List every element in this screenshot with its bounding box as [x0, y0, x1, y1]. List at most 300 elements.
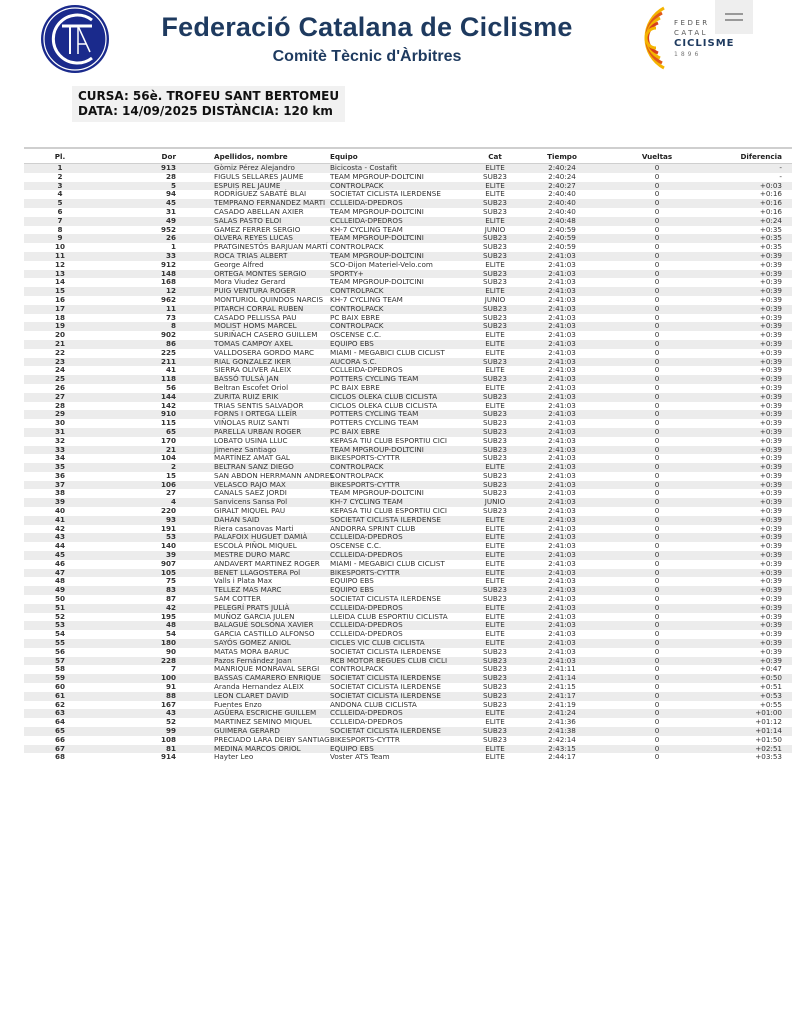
cell-difference: +0:39	[759, 629, 782, 639]
cell-difference: +0:39	[759, 585, 782, 595]
cell-difference: +0:39	[759, 567, 782, 577]
cell-laps: 0	[654, 453, 660, 463]
cell-laps: 0	[654, 682, 660, 692]
cell-laps: 0	[654, 602, 660, 612]
cell-name: FIGULS SELLARES JAUME	[214, 171, 304, 181]
cell-difference: +0:39	[759, 374, 782, 384]
cell-team: ANDONA CLUB CICLISTA	[330, 699, 417, 709]
cell-team: CICLOS OLEKA CLUB CICLISTA	[330, 391, 438, 401]
cell-team: SOCIETAT CICLISTA ILERDENSE	[330, 189, 441, 199]
table-row	[24, 736, 792, 745]
cell-bib: 144	[160, 391, 176, 401]
cell-time: 2:41:24	[548, 708, 576, 718]
cell-name: Mora Viudez Gerard	[214, 277, 286, 287]
table-row	[24, 472, 792, 481]
cell-position: 36	[54, 470, 65, 480]
cell-category: ELITE	[485, 532, 505, 542]
cell-bib: 108	[160, 734, 176, 744]
cell-category: ELITE	[485, 708, 505, 718]
cell-team: CONTROLPACK	[330, 242, 384, 252]
cell-name: ESPUIS REL JAUME	[214, 180, 281, 190]
cell-laps: 0	[654, 708, 660, 718]
table-row	[24, 621, 792, 630]
cell-team: TEAM MPGROUP-DOLTCINI	[330, 250, 424, 260]
cell-time: 2:41:03	[548, 259, 576, 269]
cell-category: SUB23	[483, 303, 507, 313]
table-row	[24, 287, 792, 296]
cell-category: SUB23	[483, 444, 507, 454]
cell-team: PC BAIX EBRE	[330, 312, 380, 322]
cell-difference: +0:39	[759, 558, 782, 568]
cell-position: 54	[54, 629, 65, 639]
cell-time: 2:41:03	[548, 453, 576, 463]
cell-bib: 87	[165, 594, 176, 604]
cell-position: 55	[54, 638, 65, 648]
cell-category: SUB23	[483, 356, 507, 366]
cell-difference: +02:51	[755, 743, 782, 753]
cell-laps: 0	[654, 558, 660, 568]
cell-time: 2:40:40	[548, 206, 576, 216]
table-row	[24, 375, 792, 384]
cell-time: 2:41:03	[548, 382, 576, 392]
cell-time: 2:40:24	[548, 163, 576, 172]
cell-time: 2:41:03	[548, 488, 576, 498]
cell-time: 2:41:03	[548, 294, 576, 304]
cell-category: ELITE	[485, 462, 505, 472]
cell-laps: 0	[654, 664, 660, 674]
cell-difference: +0:39	[759, 312, 782, 322]
cell-team: CONTROLPACK	[330, 303, 384, 313]
cell-time: 2:41:36	[548, 717, 576, 727]
cell-category: ELITE	[485, 215, 505, 225]
race-info	[72, 86, 345, 122]
cell-category: SUB23	[483, 664, 507, 674]
cell-laps: 0	[654, 576, 660, 586]
cell-difference: +0:35	[759, 233, 782, 243]
cell-time: 2:41:03	[548, 268, 576, 278]
cell-time: 2:41:03	[548, 514, 576, 524]
table-row	[24, 446, 792, 455]
cell-difference: +0:39	[759, 655, 782, 665]
table-row	[24, 569, 792, 578]
cell-position: 60	[54, 682, 65, 692]
cell-difference: +0:39	[759, 453, 782, 463]
cell-position: 49	[54, 585, 65, 595]
cell-time: 2:41:03	[548, 409, 576, 419]
cell-time: 2:41:03	[548, 286, 576, 296]
cell-category: SUB23	[483, 268, 507, 278]
cell-difference: +0:39	[759, 497, 782, 507]
cell-position: 42	[54, 523, 65, 533]
results-body	[24, 164, 792, 763]
cell-category: SUB23	[483, 655, 507, 665]
cell-team: EQUIPO EBS	[330, 576, 374, 586]
cell-position: 30	[54, 418, 65, 428]
cell-laps: 0	[654, 259, 660, 269]
cell-team: PC BAIX EBRE	[330, 426, 380, 436]
cell-category: ELITE	[485, 558, 505, 568]
cell-category: ELITE	[485, 523, 505, 533]
cell-laps: 0	[654, 330, 660, 340]
cell-name: LOBATO USINA LLUC	[214, 435, 288, 445]
table-row	[24, 217, 792, 226]
cell-laps: 0	[654, 171, 660, 181]
col-header-name: Apellidos, nombre	[214, 148, 330, 164]
cell-position: 25	[54, 374, 65, 384]
cell-position: 15	[54, 286, 65, 296]
cell-team: CCLLEIDA-DPEDROS	[330, 532, 403, 542]
cell-time: 2:41:03	[548, 444, 576, 454]
cell-name: GAMEZ FERRER SERGIO	[214, 224, 301, 234]
cell-team: SCO-Dijon Materiel-Velo.com	[330, 259, 433, 269]
cell-time: 2:41:03	[548, 506, 576, 516]
cell-laps: 0	[654, 638, 660, 648]
cell-position: 18	[54, 312, 65, 322]
cell-difference: +0:39	[759, 250, 782, 260]
cell-position: 62	[54, 699, 65, 709]
cell-bib: 907	[160, 558, 176, 568]
cell-laps: 0	[654, 655, 660, 665]
cell-difference: +0:39	[759, 409, 782, 419]
cell-name: Jimenez Santiago	[214, 444, 277, 454]
cell-position: 6	[57, 206, 63, 216]
cell-name: ZURITA RUIZ ERIK	[214, 391, 279, 401]
col-header-time: Tiempo	[522, 148, 602, 164]
cell-bib: 910	[160, 409, 176, 419]
cell-bib: 33	[165, 250, 176, 260]
cell-team: TEAM MPGROUP-DOLTCINI	[330, 171, 424, 181]
cell-time: 2:41:03	[548, 567, 576, 577]
cell-laps: 0	[654, 426, 660, 436]
cell-difference: +01:50	[755, 734, 782, 744]
cell-position: 35	[54, 462, 65, 472]
cell-difference: +0:39	[759, 523, 782, 533]
cell-difference: +0:39	[759, 550, 782, 560]
cell-laps: 0	[654, 391, 660, 401]
cell-difference: +0:39	[759, 347, 782, 357]
cell-difference: +0:39	[759, 638, 782, 648]
table-row	[24, 753, 792, 762]
cell-laps: 0	[654, 198, 660, 208]
cell-difference: +03:53	[755, 752, 782, 762]
cell-laps: 0	[654, 356, 660, 366]
cell-time: 2:41:03	[548, 479, 576, 489]
table-row	[24, 349, 792, 358]
cell-category: SUB23	[483, 726, 507, 735]
cell-team: CCLLEIDA-DPEDROS	[330, 717, 403, 727]
cell-difference: +0:39	[759, 365, 782, 375]
col-header-difference: Diferencia	[712, 148, 792, 164]
cell-team: BIKESPORTS-CYTTR	[330, 567, 400, 577]
cell-team: BIKESPORTS-CYTTR	[330, 734, 400, 744]
cell-position: 39	[54, 497, 65, 507]
cell-name: SIERRA OLIVER ALEIX	[214, 365, 292, 375]
cell-laps: 0	[654, 444, 660, 454]
cell-name: PRECIADO LARA DEIBY SANTIAG	[214, 734, 330, 744]
cell-team: KH-7 CYCLING TEAM	[330, 224, 403, 234]
cell-position: 34	[54, 453, 65, 463]
table-row	[24, 595, 792, 604]
cell-name: MESTRE DURO MARC	[214, 550, 291, 560]
cell-time: 2:41:03	[548, 312, 576, 322]
cell-bib: 42	[165, 602, 176, 612]
cell-position: 64	[54, 717, 65, 727]
cell-time: 2:41:03	[548, 321, 576, 331]
cell-time: 2:41:03	[548, 629, 576, 639]
cell-name: VALLDOSERA GORDO MARC	[214, 347, 315, 357]
cell-name: MATAS MORA BARUC	[214, 646, 290, 656]
cell-laps: 0	[654, 690, 660, 700]
cell-bib: 48	[165, 620, 176, 630]
cell-bib: 104	[160, 453, 176, 463]
cell-laps: 0	[654, 215, 660, 225]
cell-time: 2:41:03	[548, 391, 576, 401]
cell-team: CCLLEIDA-DPEDROS	[330, 708, 403, 718]
table-row	[24, 577, 792, 586]
cell-team: BIKESPORTS-CYTTR	[330, 479, 400, 489]
cell-name: TOMAS CAMPOY AXEL	[214, 338, 293, 348]
cell-time: 2:41:03	[548, 418, 576, 428]
cell-category: ELITE	[485, 163, 505, 172]
cell-position: 58	[54, 664, 65, 674]
cell-laps: 0	[654, 470, 660, 480]
cell-difference: +0:16	[759, 206, 782, 216]
col-header-team: Equipo	[330, 148, 468, 164]
cell-name: SAN ABDON HERRMANN ANDRES	[214, 470, 334, 480]
cell-position: 63	[54, 708, 65, 718]
table-row	[24, 331, 792, 340]
cell-category: ELITE	[485, 400, 505, 410]
cell-team: SOCIETAT CICLISTA ILERDENSE	[330, 690, 441, 700]
cell-bib: 142	[160, 400, 176, 410]
cell-position: 20	[54, 330, 65, 340]
cell-category: SUB23	[483, 409, 507, 419]
cell-name: BASSAS CAMARERO ENRIQUE	[214, 673, 321, 683]
cell-category: ELITE	[485, 189, 505, 199]
cell-bib: 225	[160, 347, 176, 357]
cell-difference: +0:39	[759, 259, 782, 269]
cell-team: POTTERS CYCLING TEAM	[330, 374, 419, 384]
cell-time: 2:41:03	[548, 435, 576, 445]
cell-position: 46	[54, 558, 65, 568]
cell-difference: +0:39	[759, 514, 782, 524]
cell-team: KH-7 CYCLING TEAM	[330, 497, 403, 507]
cell-name: MONTURIOL QUINDOS NARCIS	[214, 294, 324, 304]
table-row	[24, 314, 792, 323]
cell-name: PELEGRÍ PRATS JULIÀ	[214, 602, 290, 612]
cell-position: 1	[57, 163, 63, 172]
cell-team: PC BAIX EBRE	[330, 382, 380, 392]
table-row	[24, 463, 792, 472]
cell-position: 50	[54, 594, 65, 604]
cell-difference: +0:24	[759, 215, 782, 225]
cell-difference: +0:39	[759, 426, 782, 436]
cell-bib: 952	[160, 224, 176, 234]
cell-laps: 0	[654, 435, 660, 445]
cell-name: VELASCO RAJO MAX	[214, 479, 286, 489]
cell-team: MIAMI - MEGABICI CLUB CICLIST	[330, 347, 445, 357]
cell-difference: +0:39	[759, 611, 782, 621]
cell-name: TEMPRANO FERNANDEZ MARTI	[214, 198, 326, 208]
cell-category: ELITE	[485, 286, 505, 296]
cell-bib: 8	[170, 321, 176, 331]
cell-laps: 0	[654, 382, 660, 392]
cell-time: 2:40:27	[548, 180, 576, 190]
table-row	[24, 613, 792, 622]
cell-bib: 167	[160, 699, 176, 709]
cell-difference: -	[779, 171, 782, 181]
cell-time: 2:40:40	[548, 189, 576, 199]
cell-difference: +0:39	[759, 400, 782, 410]
cell-bib: 914	[160, 752, 176, 762]
cell-difference: +0:39	[759, 479, 782, 489]
cell-team: CCLLEIDA-DPEDROS	[330, 198, 403, 208]
cell-laps: 0	[654, 673, 660, 683]
cell-category: ELITE	[485, 259, 505, 269]
cell-laps: 0	[654, 409, 660, 419]
cell-laps: 0	[654, 338, 660, 348]
cell-position: 28	[54, 400, 65, 410]
cell-bib: 1	[170, 242, 176, 252]
cell-time: 2:43:15	[548, 743, 576, 753]
page-title: Federació Catalana de Ciclisme	[161, 12, 573, 42]
cell-difference: +0:39	[759, 541, 782, 551]
cell-time: 2:41:03	[548, 611, 576, 621]
cell-difference: +0:39	[759, 646, 782, 656]
fcc-logo-line-4: 1896	[674, 51, 702, 58]
cell-laps: 0	[654, 514, 660, 524]
cell-difference: +0:39	[759, 488, 782, 498]
cell-time: 2:41:03	[548, 426, 576, 436]
cell-category: ELITE	[485, 347, 505, 357]
cell-time: 2:40:59	[548, 224, 576, 234]
cell-laps: 0	[654, 717, 660, 727]
cell-name: BELTRAN SANZ DIEGO	[214, 462, 294, 472]
cell-laps: 0	[654, 321, 660, 331]
cell-team: LLEIDA CLUB ESPORTIU CICLISTA	[330, 611, 448, 621]
cell-time: 2:41:03	[548, 250, 576, 260]
cell-bib: 168	[160, 277, 176, 287]
cell-time: 2:41:03	[548, 550, 576, 560]
table-row	[24, 173, 792, 182]
cell-laps: 0	[654, 567, 660, 577]
cell-position: 68	[54, 752, 65, 762]
cell-position: 48	[54, 576, 65, 586]
cell-laps: 0	[654, 365, 660, 375]
cell-bib: 56	[165, 382, 176, 392]
cell-laps: 0	[654, 206, 660, 216]
cell-position: 45	[54, 550, 65, 560]
cell-team: OSCENSE C.C.	[330, 330, 382, 340]
cell-bib: 211	[160, 356, 176, 366]
cell-bib: 26	[165, 233, 176, 243]
cell-difference: +0:39	[759, 418, 782, 428]
cell-difference: +0:39	[759, 268, 782, 278]
cell-name: BENET LLAGOSTERA Pol	[214, 567, 301, 577]
cell-laps: 0	[654, 294, 660, 304]
cell-bib: 140	[160, 541, 176, 551]
cell-team: AUCORA S.C.	[330, 356, 377, 366]
cell-time: 2:41:03	[548, 462, 576, 472]
cell-category: SUB23	[483, 418, 507, 428]
cell-difference: +01:12	[755, 717, 782, 727]
cell-bib: 902	[160, 330, 176, 340]
cell-bib: 115	[160, 418, 176, 428]
cell-team: TEAM MPGROUP-DOLTCINI	[330, 488, 424, 498]
cell-bib: 49	[165, 215, 176, 225]
cell-name: GARCIA CASTILLO ALFONSO	[214, 629, 315, 639]
cell-bib: 5	[170, 180, 176, 190]
cell-time: 2:41:03	[548, 646, 576, 656]
cell-difference: +0:39	[759, 532, 782, 542]
cell-difference: +0:35	[759, 242, 782, 252]
cell-difference: +0:39	[759, 303, 782, 313]
cell-category: ELITE	[485, 330, 505, 340]
cell-name: DAHAN SAID	[214, 514, 260, 524]
cell-category: ELITE	[485, 541, 505, 551]
cell-time: 2:41:03	[548, 541, 576, 551]
cell-time: 2:41:14	[548, 673, 576, 683]
cell-name: SURIÑACH CASERO GUILLEM	[214, 330, 318, 340]
cell-team: MIAMI - MEGABICI CLUB CICLIST	[330, 558, 445, 568]
cell-laps: 0	[654, 743, 660, 753]
cell-category: JUNIO	[484, 497, 506, 507]
cell-time: 2:40:59	[548, 242, 576, 252]
cell-bib: 21	[165, 444, 176, 454]
menu-bar	[725, 13, 743, 15]
cell-team: CICLES VIC CLUB CICLISTA	[330, 638, 425, 648]
cell-time: 2:41:03	[548, 523, 576, 533]
cell-position: 65	[54, 726, 65, 735]
cell-team: EQUIPO EBS	[330, 338, 374, 348]
cell-team: TEAM MPGROUP-DOLTCINI	[330, 233, 424, 243]
cell-name: ANDAVERT MARTINEZ ROGER	[214, 558, 320, 568]
cell-name: George Alfred	[214, 259, 264, 269]
menu-bar	[725, 19, 743, 21]
cell-bib: 39	[165, 550, 176, 560]
cell-team: TEAM MPGROUP-DOLTCINI	[330, 444, 424, 454]
cell-position: 29	[54, 409, 65, 419]
cell-time: 2:41:38	[548, 726, 576, 735]
cell-position: 32	[54, 435, 65, 445]
hamburger-menu-icon[interactable]	[715, 0, 753, 34]
table-row	[24, 358, 792, 367]
cell-time: 2:41:11	[548, 664, 576, 674]
cell-time: 2:41:03	[548, 303, 576, 313]
cell-bib: 94	[165, 189, 176, 199]
cell-bib: 100	[160, 673, 176, 683]
cell-time: 2:41:03	[548, 558, 576, 568]
col-header-bib: Dor	[96, 148, 214, 164]
cell-category: SUB23	[483, 206, 507, 216]
cell-time: 2:41:03	[548, 638, 576, 648]
cell-laps: 0	[654, 418, 660, 428]
table-row	[24, 709, 792, 718]
cell-category: SUB23	[483, 682, 507, 692]
cell-name: Sanvicens Sansa Pol	[214, 497, 288, 507]
cell-category: SUB23	[483, 321, 507, 331]
cell-team: CONTROLPACK	[330, 286, 384, 296]
cell-position: 11	[54, 250, 65, 260]
cell-team: POTTERS CYCLING TEAM	[330, 418, 419, 428]
cell-bib: 220	[160, 506, 176, 516]
cell-bib: 2	[170, 462, 176, 472]
table-row	[24, 278, 792, 287]
cell-name: Aranda Hernandez ALEIX	[214, 682, 304, 692]
cell-name: Valls i Plata Max	[214, 576, 273, 586]
cell-name: TRIAS SENTIS SALVADOR	[214, 400, 304, 410]
table-row	[24, 701, 792, 710]
